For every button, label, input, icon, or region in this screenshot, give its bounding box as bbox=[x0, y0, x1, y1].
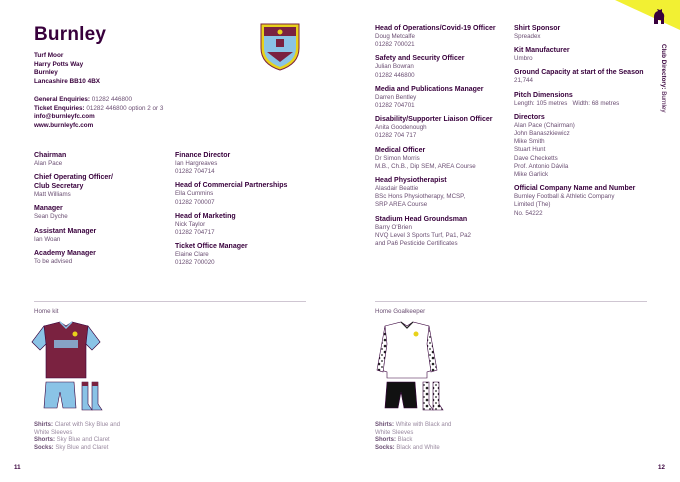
staff-value: Alan Pace bbox=[34, 160, 63, 167]
info-value: Burnley Football & Athletic Company bbox=[514, 193, 615, 201]
info-title: Ground Capacity at start of the Season bbox=[514, 69, 644, 77]
info-value: Limited (The) bbox=[514, 201, 551, 209]
staff-value: 01282 704717 bbox=[175, 229, 215, 237]
staff-title: Finance Director bbox=[175, 152, 231, 159]
page-number-right: 12 bbox=[658, 464, 665, 471]
staff-value: Doug Metcalfe bbox=[375, 33, 415, 40]
staff-entry bbox=[34, 227, 154, 244]
staff-entry bbox=[175, 181, 305, 206]
address-line: Turf Moor bbox=[34, 52, 64, 59]
general-enquiries-value: 01282 446800 bbox=[91, 96, 133, 103]
ticket-enquiries-value: 01282 446800 option 2 or 3 bbox=[86, 104, 164, 112]
staff-title: Stadium Head Groundsman bbox=[375, 215, 468, 223]
staff-value: Barry O'Brien bbox=[375, 223, 412, 231]
staff-column-3 bbox=[375, 24, 510, 253]
staff-entry bbox=[375, 24, 510, 49]
staff-value: 01282 700020 bbox=[175, 259, 215, 267]
staff-value: 01282 700021 bbox=[375, 41, 415, 49]
staff-value: 01282 446800 bbox=[375, 71, 415, 79]
director-name: Stuart Hunt bbox=[514, 146, 546, 154]
staff-value: Ian Woan bbox=[34, 235, 61, 243]
staff-title: Academy Manager bbox=[34, 249, 96, 257]
premier-league-lion-icon bbox=[651, 8, 667, 26]
staff-entry bbox=[375, 215, 510, 249]
staff-value: Ian Hargreaves bbox=[175, 160, 218, 167]
info-value: Spreadex bbox=[514, 33, 541, 40]
sidebar-light: Burnley bbox=[660, 91, 667, 113]
staff-value: Anita Goodenough bbox=[375, 124, 427, 132]
staff-value: Darren Bentley bbox=[375, 93, 417, 101]
info-entry bbox=[514, 46, 649, 63]
shirts-value: White with Black and White Sleeves bbox=[375, 422, 452, 436]
info-title: Kit Manufacturer bbox=[514, 47, 570, 55]
gk-sock bbox=[423, 382, 433, 410]
enquiries bbox=[34, 96, 163, 130]
staff-value: Dr Simon Morris bbox=[375, 154, 420, 162]
staff-entry bbox=[375, 85, 510, 110]
staff-entry bbox=[34, 173, 154, 199]
page-number-left: 11 bbox=[14, 464, 21, 471]
club-crest-icon bbox=[259, 22, 301, 72]
director-name: Mike Garlick bbox=[514, 171, 549, 179]
staff-value: Matt Williams bbox=[34, 191, 71, 199]
staff-entry bbox=[375, 115, 510, 140]
staff-value: 01282 704 717 bbox=[375, 132, 417, 140]
home-sock bbox=[82, 382, 92, 410]
staff-entry bbox=[175, 242, 305, 267]
staff-entry bbox=[375, 146, 510, 171]
staff-entry bbox=[175, 151, 305, 176]
director-name: Alan Pace (Chairman) bbox=[514, 121, 575, 129]
divider bbox=[34, 301, 306, 302]
info-value: Umbro bbox=[514, 55, 533, 63]
info-value: Length: 105 metres Width: 68 metres bbox=[514, 99, 620, 107]
ticket-enquiries-label: Ticket Enquiries: bbox=[34, 104, 85, 112]
staff-title: Safety and Security Officer bbox=[375, 55, 465, 63]
info-entry bbox=[514, 113, 649, 179]
gk-sock bbox=[433, 382, 443, 410]
staff-value: Alasdair Beattie bbox=[375, 185, 419, 193]
info-entry bbox=[514, 68, 649, 85]
staff-value: Sean Dyche bbox=[34, 213, 68, 221]
staff-title: Head of Operations/Covid-19 Officer bbox=[375, 25, 496, 32]
address-line: Lancashire BB10 4BX bbox=[34, 77, 101, 85]
staff-value: 01282 704714 bbox=[175, 168, 215, 176]
club-address bbox=[34, 52, 100, 86]
club-name: Burnley bbox=[34, 24, 107, 45]
staff-column-1 bbox=[34, 151, 154, 271]
staff-title: Manager bbox=[34, 205, 63, 213]
staff-title: Chief Operating Officer/ Club Secretary bbox=[34, 174, 113, 191]
shorts-label: Shorts: bbox=[375, 437, 396, 444]
socks-value: Sky Blue and Claret bbox=[55, 444, 109, 451]
shorts-label: Shorts: bbox=[34, 437, 55, 444]
staff-value: BSc Hons Physiotherapy, MCSP, bbox=[375, 193, 466, 201]
staff-entry bbox=[34, 151, 154, 168]
staff-value: NVQ Level 3 Sports Turf, Pa1, Pa2 bbox=[375, 231, 471, 239]
info-entry bbox=[514, 91, 649, 108]
gk-shirt bbox=[381, 322, 433, 378]
info-title: Shirt Sponsor bbox=[514, 25, 561, 32]
staff-entry bbox=[175, 212, 305, 237]
gk-kit-caption bbox=[375, 422, 465, 452]
info-title: Directors bbox=[514, 113, 545, 121]
staff-value: Elaine Clare bbox=[175, 251, 209, 259]
divider bbox=[375, 301, 647, 302]
home-shorts bbox=[44, 382, 76, 408]
sidebar-label bbox=[655, 44, 667, 124]
gk-kit-label: Home Goalkeeper bbox=[375, 308, 426, 315]
staff-title: Head Physiotherapist bbox=[375, 177, 447, 185]
staff-entry bbox=[34, 249, 154, 266]
staff-value: Ella Cummins bbox=[175, 190, 214, 198]
staff-entry bbox=[375, 54, 510, 79]
website-link[interactable]: www.burnleyfc.com bbox=[34, 121, 94, 129]
staff-title: Media and Publications Manager bbox=[375, 85, 484, 93]
home-kit-caption bbox=[34, 422, 124, 452]
staff-value: 01282 704701 bbox=[375, 102, 415, 110]
staff-value: Julian Bowran bbox=[375, 63, 414, 71]
staff-value: Nick Taylor bbox=[175, 220, 206, 228]
staff-value: SRP AREA Course bbox=[375, 201, 428, 209]
staff-title: Medical Officer bbox=[375, 146, 426, 154]
socks-label: Socks: bbox=[375, 444, 395, 451]
gk-kit-illustration bbox=[371, 320, 461, 420]
director-name: Prof. Antonio Dávila bbox=[514, 162, 569, 170]
general-enquiries-label: General Enquiries: bbox=[34, 96, 90, 103]
home-kit-illustration bbox=[30, 320, 120, 420]
home-sock bbox=[92, 382, 102, 410]
home-kit-label: Home kit bbox=[34, 308, 59, 315]
staff-title: Head of Commercial Partnerships bbox=[175, 182, 288, 190]
info-title: Official Company Name and Number bbox=[514, 185, 636, 193]
socks-value: Black and White bbox=[396, 444, 440, 451]
staff-entry bbox=[34, 204, 154, 221]
email-link[interactable]: info@burnleyfc.com bbox=[34, 113, 95, 121]
shorts-value: Black bbox=[397, 437, 413, 444]
info-value: No. 54222 bbox=[514, 209, 543, 217]
staff-value: 01282 700007 bbox=[175, 198, 215, 206]
info-entry bbox=[514, 184, 649, 218]
staff-value: To be advised bbox=[34, 257, 73, 265]
staff-title: Assistant Manager bbox=[34, 227, 97, 235]
staff-title: Head of Marketing bbox=[175, 212, 236, 220]
shirts-label: Shirts: bbox=[375, 422, 395, 428]
shorts-value: Sky Blue and Claret bbox=[56, 437, 110, 444]
info-value: 21,744 bbox=[514, 77, 533, 85]
address-line: Harry Potts Way bbox=[34, 60, 84, 68]
shirts-label: Shirts: bbox=[34, 422, 54, 428]
club-info-column bbox=[514, 24, 649, 223]
director-name: Dave Checketts bbox=[514, 154, 558, 162]
sidebar-bold: Club Directory: bbox=[660, 44, 667, 90]
gk-shorts bbox=[385, 382, 417, 408]
staff-entry bbox=[375, 176, 510, 210]
staff-column-2 bbox=[175, 151, 305, 273]
address-line: Burnley bbox=[34, 69, 58, 77]
staff-value: and Pa6 Pesticide Certificates bbox=[375, 240, 458, 248]
info-entry bbox=[514, 24, 649, 41]
info-title: Pitch Dimensions bbox=[514, 91, 573, 99]
staff-value: M.B., Ch.B., Dip SEM, AREA Course bbox=[375, 162, 476, 170]
director-name: John Banaszkiewicz bbox=[514, 130, 570, 138]
staff-title: Disability/Supporter Liaison Officer bbox=[375, 116, 493, 124]
socks-label: Socks: bbox=[34, 444, 54, 451]
shirts-value: Claret with Sky Blue and White Sleeves bbox=[34, 422, 121, 436]
staff-title: Ticket Office Manager bbox=[175, 243, 248, 251]
director-name: Mike Smith bbox=[514, 138, 545, 146]
staff-title: Chairman bbox=[34, 152, 67, 159]
